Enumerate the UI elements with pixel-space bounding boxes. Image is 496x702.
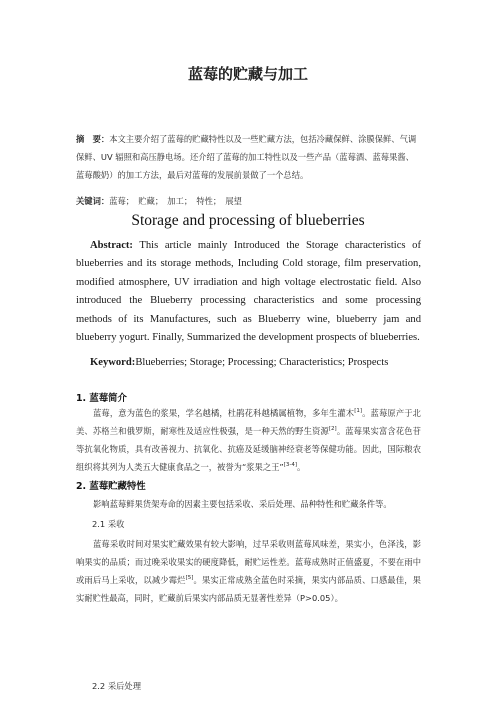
abstract-en-text: This article mainly Introduced the Storage characteristics of blueberries and its storage methods, Including Cold storage, film preservation, modified atmosphere, UV irradiation and high voltage electrostatic field. Also introduced the Blueberry processing characteristics and some processing methods of its Manufactures, such as Blueberry wine, blueberry jam and blueberry yogurt. Finally, Summarized the development prospects of blueberries. <box>76 240 421 344</box>
section-2-intro: 影响蓝莓鲜果货架寿命的因素主要包括采收、采后处理、品种特性和贮藏条件等。 <box>93 499 392 509</box>
section-2-heading: 2. 蓝莓贮藏特性 <box>76 481 146 492</box>
s1-text-a: 蓝莓，意为蓝色的浆果，学名越橘，杜鹃花科越橘属植物，多年生灌木 <box>93 408 355 418</box>
s1-text-d: 。 <box>297 462 306 472</box>
english-title: Storage and processing of blueberries <box>131 212 365 229</box>
section-2-1-paragraph <box>76 535 421 607</box>
abstract-en <box>76 237 421 347</box>
abstract-cn-label: 摘 要： <box>76 134 110 144</box>
page-title: 蓝莓的贮藏与加工 <box>187 65 308 83</box>
section-1-paragraph <box>76 404 421 476</box>
keywords-cn-label: 关键词： <box>76 196 110 206</box>
keywords-cn-text: 蓝莓； 贮藏； 加工； 特性； 展望 <box>109 196 242 206</box>
citation-3-4: [3-4] <box>283 462 298 468</box>
abstract-cn <box>76 130 421 184</box>
citation-5: [5] <box>185 575 194 581</box>
s21-text-a: 蓝莓采收时间对果实贮藏效果有较大影响，过早采收则蓝莓风味差，果实小，色泽浅，影响果实的品质；而过晚采收果实的硬度降低，耐贮运性差。蓝莓成熟时正值盛夏，不要在雨中或雨后马上采收，以减少霉烂 <box>76 539 421 585</box>
abstract-cn-text: 本文主要介绍了蓝莓的贮藏特性以及一些贮藏方法，包括冷藏保鲜、涂膜保鲜、气调保鲜、UV 辐照和高压静电场。还介绍了蓝莓的加工特性以及一些产品（蓝莓酒、蓝莓果酱、蓝莓酸奶）的加工方法，最后对蓝莓的发展前景做了一个总结。 <box>76 134 417 180</box>
abstract-en-label: Abstract: <box>90 240 133 251</box>
section-1-heading: 1. 蓝莓简介 <box>76 393 127 404</box>
keywords-en-label: Keyword: <box>90 357 136 368</box>
s1-text-c: 。蓝莓果实富含花色苷等抗氧化物质，具有改善视力、抗氧化、抗癌及延缓脑神经衰老等保健功能。因此，国际粮农组织将其列为人类五大健康食品之一，被誉为“浆果之王” <box>76 426 421 472</box>
keywords-cn <box>76 192 421 210</box>
keywords-en-text: Blueberries; Storage; Processing; Characteristics; Prospects <box>135 357 389 368</box>
s21-text-b: 。果实正常成熟全蓝色时采摘，果实内部品质、口感最佳，果实耐贮性最高，同时，贮藏前后果实内部品质无显著性差异（P>0.05）。 <box>76 575 421 603</box>
citation-2: [2] <box>328 426 337 432</box>
subsection-2-2-heading: 2.2 采后处理 <box>92 681 142 691</box>
keywords-en <box>90 354 420 372</box>
subsection-2-1-heading: 2.1 采收 <box>92 519 125 529</box>
s1-text-b: 。蓝莓原产于北美、苏格兰和俄罗斯，耐寒性及适应性极强，是一种天然的野生资源 <box>76 408 421 436</box>
citation-1: [1] <box>354 408 362 414</box>
